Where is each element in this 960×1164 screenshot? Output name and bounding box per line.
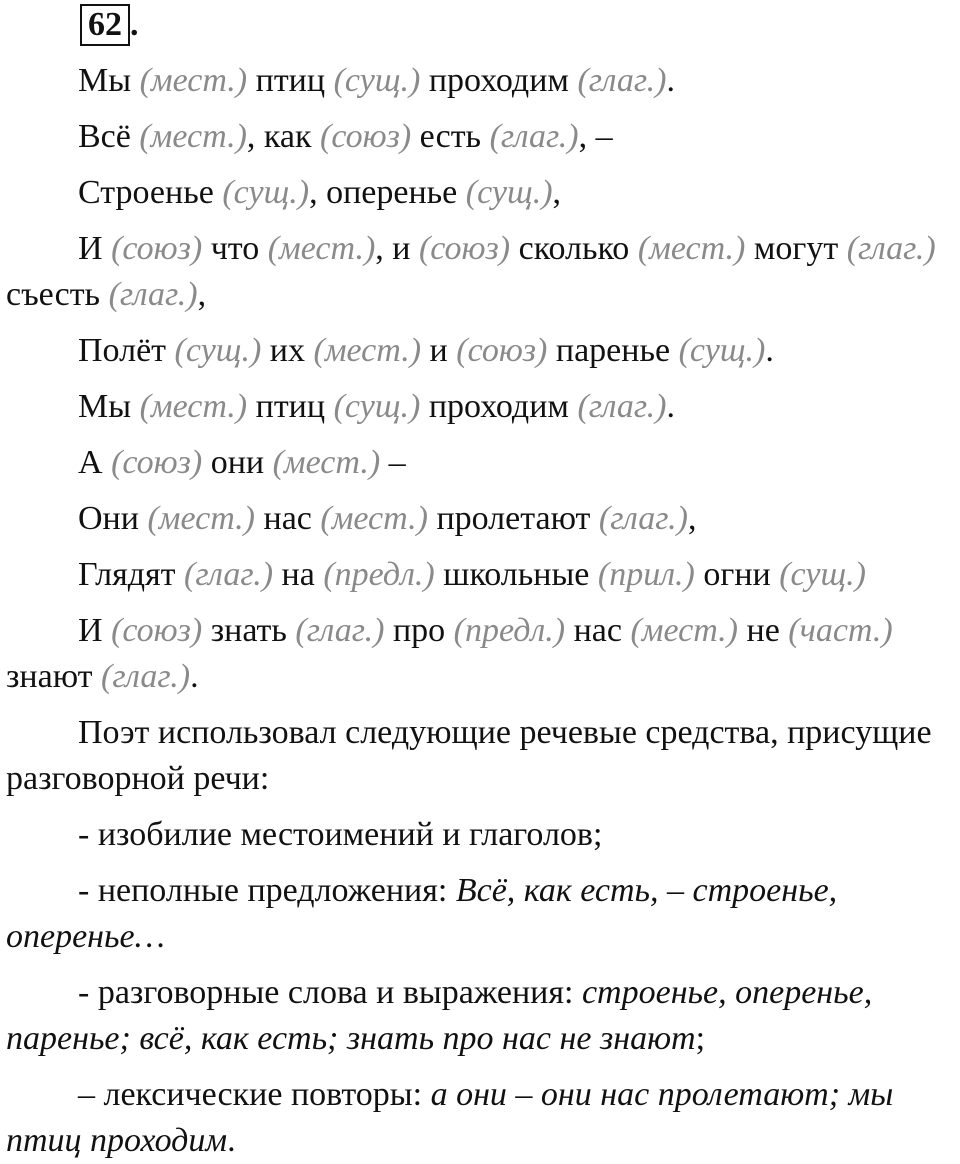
text-line xyxy=(6,868,956,960)
text-segment: их xyxy=(261,332,314,369)
text-segment: что xyxy=(202,230,268,267)
part-of-speech-label: (союз) xyxy=(456,332,548,369)
text-line xyxy=(6,812,956,858)
part-of-speech-label: (глаг.) xyxy=(184,556,274,593)
part-of-speech-label: (мест.) xyxy=(147,500,255,537)
text-segment: . xyxy=(765,332,774,369)
text-segment: Мы xyxy=(78,388,140,425)
part-of-speech-label: (сущ.) xyxy=(333,388,421,425)
text-segment: . xyxy=(666,62,675,99)
text-segment: школьные xyxy=(434,556,598,593)
text-segment: , xyxy=(552,174,562,211)
text-segment: – лексические повторы: xyxy=(78,1076,431,1113)
text-segment: - неполные предложения: xyxy=(78,872,456,909)
part-of-speech-label: (глаг.) xyxy=(846,230,936,267)
text-segment: , оперенье xyxy=(309,174,466,211)
text-line xyxy=(6,1072,956,1164)
exercise-number-dot: . xyxy=(130,6,139,43)
part-of-speech-label: (част.) xyxy=(788,612,893,649)
text-segment: сколько xyxy=(510,230,638,267)
text-line xyxy=(6,58,956,104)
text-segment: Строенье xyxy=(78,174,223,211)
text-segment: не xyxy=(738,612,789,649)
part-of-speech-label: (глаг.) xyxy=(577,388,667,425)
text-segment: . xyxy=(190,658,199,695)
part-of-speech-label: (глаг.) xyxy=(108,276,198,313)
text-segment: паренье xyxy=(547,332,679,369)
italic-quote: а они – они нас пролетают; мы птиц проходим xyxy=(6,1076,894,1159)
part-of-speech-label: (союз) xyxy=(111,444,203,481)
text-segment: про xyxy=(384,612,454,649)
part-of-speech-label: (сущ.) xyxy=(465,174,553,211)
text-segment: пролетают xyxy=(427,500,599,537)
text-segment: птиц xyxy=(247,388,334,425)
part-of-speech-label: (глаг.) xyxy=(598,500,688,537)
text-line xyxy=(6,226,956,318)
text-segment: знать xyxy=(202,612,296,649)
text-segment: ; xyxy=(695,1020,706,1057)
text-segment: , и xyxy=(375,230,419,267)
text-segment: Они xyxy=(78,500,148,537)
text-segment: нас xyxy=(255,500,321,537)
part-of-speech-label: (союз) xyxy=(320,118,412,155)
text-segment: Поэт использовал следующие речевые средства, присущие разговорной речи: xyxy=(6,714,932,797)
text-segment: Полёт xyxy=(78,332,175,369)
text-line xyxy=(6,170,956,216)
exercise-number-line xyxy=(6,0,960,58)
part-of-speech-label: (глаг.) xyxy=(577,62,667,99)
text-segment: . xyxy=(227,1122,236,1159)
text-segment: Глядят xyxy=(78,556,185,593)
part-of-speech-label: (мест.) xyxy=(139,118,247,155)
part-of-speech-label: (мест.) xyxy=(267,230,376,267)
part-of-speech-label: (глаг.) xyxy=(489,118,579,155)
text-segment: – xyxy=(380,444,406,481)
text-segment: - разговорные слова и выражения: xyxy=(78,974,582,1011)
part-of-speech-label: (мест.) xyxy=(320,500,428,537)
part-of-speech-label: (сущ.) xyxy=(779,556,866,593)
text-segment: на xyxy=(273,556,324,593)
part-of-speech-label: (глаг.) xyxy=(295,612,385,649)
part-of-speech-label: (предл.) xyxy=(453,612,566,649)
text-segment: проходим xyxy=(420,388,578,425)
text-segment: птиц xyxy=(247,62,334,99)
text-segment: съесть xyxy=(6,276,109,313)
text-segment: огни xyxy=(694,556,780,593)
text-segment: могут xyxy=(745,230,847,267)
text-segment: Всё xyxy=(78,118,140,155)
text-line xyxy=(6,608,956,700)
text-segment: , xyxy=(687,500,697,537)
part-of-speech-label: (мест.) xyxy=(637,230,746,267)
part-of-speech-label: (союз) xyxy=(111,612,203,649)
part-of-speech-label: (мест.) xyxy=(313,332,422,369)
part-of-speech-label: (союз) xyxy=(418,230,511,267)
text-segment: И xyxy=(78,612,112,649)
text-segment: и xyxy=(421,332,457,369)
text-segment: И xyxy=(78,230,112,267)
text-segment: А xyxy=(78,444,112,481)
part-of-speech-label: (мест.) xyxy=(272,444,381,481)
text-segment: - изобилие местоимений и глаголов; xyxy=(78,816,603,853)
part-of-speech-label: (мест.) xyxy=(139,62,248,99)
text-line xyxy=(6,114,956,160)
text-segment: , – xyxy=(578,118,613,155)
text-segment: знают xyxy=(6,658,102,695)
text-line xyxy=(6,710,956,802)
text-segment: , как xyxy=(246,118,321,155)
italic-quote: строенье, оперенье, паренье; всё, как есть; знать про нас не знают xyxy=(6,974,873,1057)
text-segment: они xyxy=(202,444,273,481)
part-of-speech-label: (сущ.) xyxy=(174,332,262,369)
part-of-speech-label: (мест.) xyxy=(139,388,248,425)
text-line xyxy=(6,328,956,374)
part-of-speech-label: (союз) xyxy=(111,230,203,267)
part-of-speech-label: (сущ.) xyxy=(333,62,421,99)
exercise-number: 62 xyxy=(80,4,130,46)
italic-quote: Всё, как есть, – строенье, оперенье… xyxy=(6,872,838,955)
part-of-speech-label: (сущ.) xyxy=(222,174,310,211)
text-segment: . xyxy=(666,388,675,425)
part-of-speech-label: (мест.) xyxy=(630,612,738,649)
part-of-speech-label: (предл.) xyxy=(323,556,435,593)
text-segment: проходим xyxy=(420,62,578,99)
part-of-speech-label: (сущ.) xyxy=(678,332,766,369)
text-segment: Мы xyxy=(78,62,140,99)
text-line xyxy=(6,384,956,430)
text-line xyxy=(6,496,956,542)
text-segment: нас xyxy=(565,612,631,649)
text-line xyxy=(6,440,956,486)
part-of-speech-label: (прил.) xyxy=(597,556,695,593)
text-segment: , xyxy=(197,276,207,313)
text-line xyxy=(6,970,956,1062)
part-of-speech-label: (глаг.) xyxy=(101,658,191,695)
text-segment: есть xyxy=(411,118,490,155)
text-body xyxy=(6,58,960,1164)
text-line xyxy=(6,552,956,598)
